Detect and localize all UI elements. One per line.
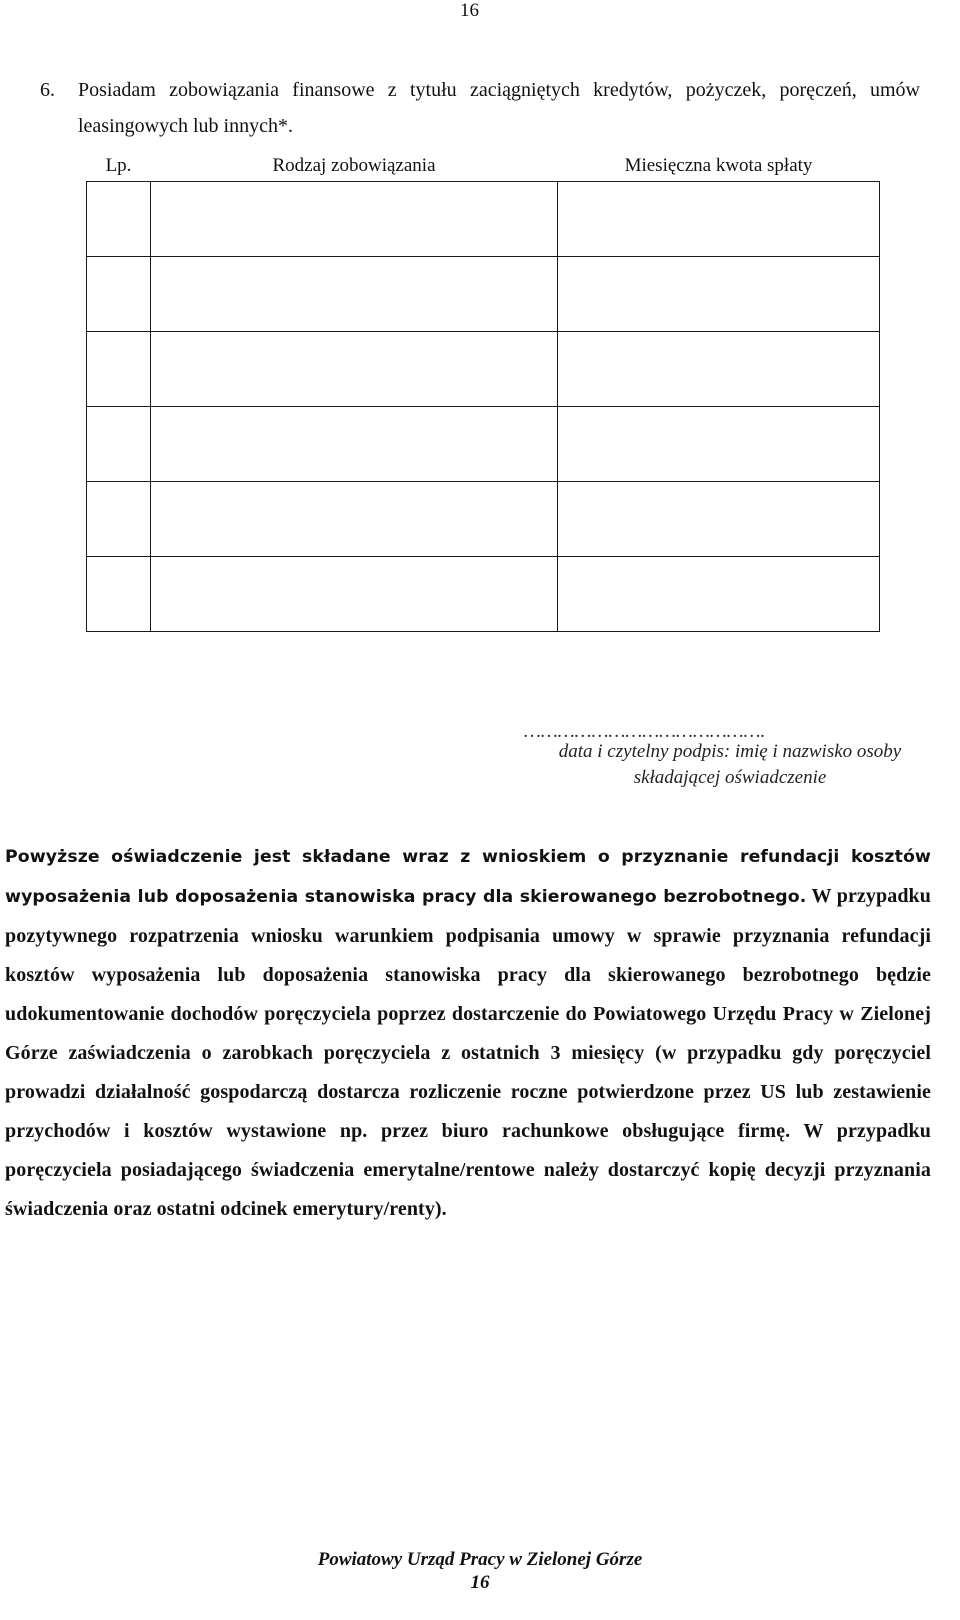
obligations-point [40, 72, 920, 144]
cell-type[interactable] [151, 407, 558, 482]
header-amount: Miesięczna kwota spłaty [624, 154, 813, 176]
footer-office: Powiatowy Urząd Pracy w Zielonej Górze [317, 1549, 643, 1570]
point-number: 6. [40, 79, 55, 101]
cell-type[interactable] [151, 482, 558, 557]
signature-caption-line1: data i czytelny podpis: imię i nazwisko osoby [558, 741, 902, 762]
table-row [87, 557, 880, 632]
cell-amount[interactable] [558, 482, 880, 557]
signature-line[interactable]: ……………………………………. [524, 721, 766, 742]
cell-lp[interactable] [87, 257, 151, 332]
cell-amount[interactable] [558, 332, 880, 407]
cell-type[interactable] [151, 332, 558, 407]
table-row [87, 407, 880, 482]
footer-page-number: 16 [470, 1572, 490, 1593]
page-footer [0, 1548, 960, 1594]
cell-lp[interactable] [87, 182, 151, 257]
notice-intro: Powyższe oświadczenie jest składane wraz z wnioskiem o przyznanie refundacji kosztów wyposażenia lub doposażenia stanowiska pracy dla skierowanego bezrobotnego. [5, 847, 931, 907]
notice-details: W przypadku pozytywnego rozpatrzenia wniosku warunkiem podpisania umowy w sprawie przyznania refundacji kosztów wyposażenia lub doposażenia stanowiska pracy dla skierowanego bezrobotnego będzie udokumentowanie dochodów poręczyciela poprzez dostarczenie do Powiatowego Urzędu Pracy w Zielonej Górze zaświadczenia o zarobkach poręczyciela z ostatnich 3 miesięcy (w przypadku gdy poręczyciel prowadzi działalność gospodarczą dostarcza rozliczenie roczne potwierdzone przez US lub zestawienie przychodów i kosztów wystawione np. przez biuro rachunkowe obsługujące firmę. W przypadku poręczyciela posiadającego świadczenia emerytalne/rentowe należy dostarczyć kopię decyzji przyznania świadczenia oraz ostatni odcinek emerytury/renty). [5, 885, 931, 1220]
cell-type[interactable] [151, 257, 558, 332]
header-lp: Lp. [105, 154, 132, 176]
obligations-table [86, 150, 880, 632]
cell-amount[interactable] [558, 407, 880, 482]
table-row [87, 257, 880, 332]
cell-lp[interactable] [87, 557, 151, 632]
cell-lp[interactable] [87, 407, 151, 482]
table-row [87, 332, 880, 407]
header-type: Rodzaj zobowiązania [272, 154, 436, 176]
table-row [87, 182, 880, 257]
signature-block [520, 721, 940, 791]
point-text: Posiadam zobowiązania finansowe z tytułu zaciągniętych kredytów, pożyczek, poręczeń, umów leasingowych lub innych*. [78, 79, 920, 137]
cell-type[interactable] [151, 182, 558, 257]
cell-amount[interactable] [558, 257, 880, 332]
table-header-row [87, 150, 880, 182]
cell-lp[interactable] [87, 482, 151, 557]
table-row [87, 482, 880, 557]
signature-caption-line2: składającej oświadczenie [633, 767, 827, 788]
cell-amount[interactable] [558, 557, 880, 632]
notice-paragraph [5, 837, 931, 1229]
cell-amount[interactable] [558, 182, 880, 257]
cell-lp[interactable] [87, 332, 151, 407]
cell-type[interactable] [151, 557, 558, 632]
page-number-top: 16 [460, 0, 479, 21]
